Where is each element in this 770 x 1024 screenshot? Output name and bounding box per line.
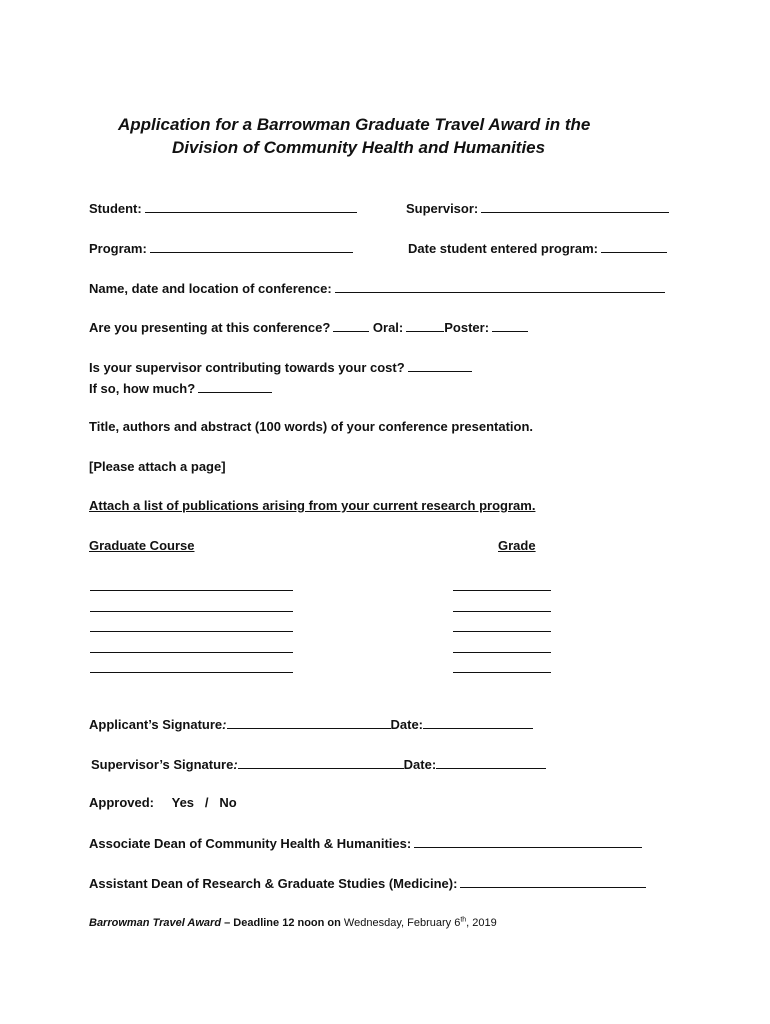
contributing-label: Is your supervisor contributing towards your cost? [89,360,405,375]
poster-blank[interactable] [492,319,528,332]
grade-row-3-blank[interactable] [453,631,551,632]
applicant-signature-label: Applicant’s Signature [89,717,223,732]
applicant-date-label: Date: [390,717,424,732]
footer-year: , 2019 [466,917,497,929]
student-label: Student: [89,201,142,216]
attach-page-note: [Please attach a page] [89,459,226,474]
contributing-field [89,359,472,376]
approved-field [89,795,237,811]
how-much-label: If so, how much? [89,381,196,396]
assistant-dean-blank[interactable] [460,875,646,888]
course-row-2-blank[interactable] [90,611,293,612]
supervisor-date-label: Date: [403,757,437,772]
conference-blank[interactable] [335,280,665,293]
footer-deadline: Deadline 12 noon on [233,917,341,929]
applicant-signature-blank[interactable] [227,716,391,729]
form-title-line-1: Application for a Barrowman Graduate Travel Award in the [118,115,591,134]
approved-label: Approved: [89,795,154,810]
poster-label: Poster: [444,320,490,335]
footer-date-ordinal: th [460,916,467,924]
conference-label: Name, date and location of conference: [89,281,332,296]
conference-field [89,280,665,297]
presenting-label: Are you presenting at this conference? [89,320,331,335]
date-entered-label: Date student entered program: [408,241,598,256]
footer-dash: – [221,917,234,929]
supervisor-signature-label: Supervisor’s Signature [91,757,234,772]
date-entered-field [408,240,667,257]
supervisor-signature-blank[interactable] [238,756,404,769]
course-row-5-blank[interactable] [90,672,293,673]
supervisor-date-blank[interactable] [436,756,546,769]
associate-dean-field [89,835,642,852]
grade-header: Grade [498,538,536,553]
presenting-blank[interactable] [333,319,369,332]
applicant-signature-colon: : [222,717,227,732]
supervisor-signature-colon: : [233,757,238,772]
assistant-dean-field [89,875,646,892]
student-field [89,200,357,217]
supervisor-blank[interactable] [481,200,669,213]
abstract-instruction: Title, authors and abstract (100 words) of your conference presentation. [89,419,534,434]
grade-row-2-blank[interactable] [453,611,551,612]
grade-row-4-blank[interactable] [453,652,551,653]
supervisor-field [406,200,669,217]
applicant-signature-field [89,716,533,733]
presenting-field [89,319,528,336]
graduate-course-header: Graduate Course [89,538,195,553]
course-row-1-blank[interactable] [90,590,293,591]
program-label: Program: [89,241,147,256]
oral-label: Oral: [372,320,404,335]
how-much-field [89,380,272,397]
student-blank[interactable] [145,200,357,213]
applicant-date-blank[interactable] [423,716,533,729]
publications-instruction: Attach a list of publications arising from your current research program. [89,498,536,513]
supervisor-signature-field [91,756,546,773]
assistant-dean-label: Assistant Dean of Research & Graduate Studies (Medicine): [89,876,458,891]
oral-blank[interactable] [406,319,444,332]
course-row-3-blank[interactable] [90,631,293,632]
grade-row-5-blank[interactable] [453,672,551,673]
form-title-line-2: Division of Community Health and Humanities [172,138,546,157]
grade-row-1-blank[interactable] [453,590,551,591]
deadline-footer [89,915,497,931]
date-entered-blank[interactable] [601,240,667,253]
program-field [89,240,353,257]
contributing-blank[interactable] [408,359,472,372]
program-blank[interactable] [150,240,353,253]
how-much-blank[interactable] [198,380,272,393]
supervisor-label: Supervisor: [406,201,479,216]
footer-award-name: Barrowman Travel Award [89,917,222,929]
approved-options[interactable]: Yes / No [171,795,237,810]
course-row-4-blank[interactable] [90,652,293,653]
associate-dean-blank[interactable] [414,835,642,848]
footer-date: Wednesday, February 6 [340,917,461,929]
associate-dean-label: Associate Dean of Community Health & Humanities: [89,836,412,851]
